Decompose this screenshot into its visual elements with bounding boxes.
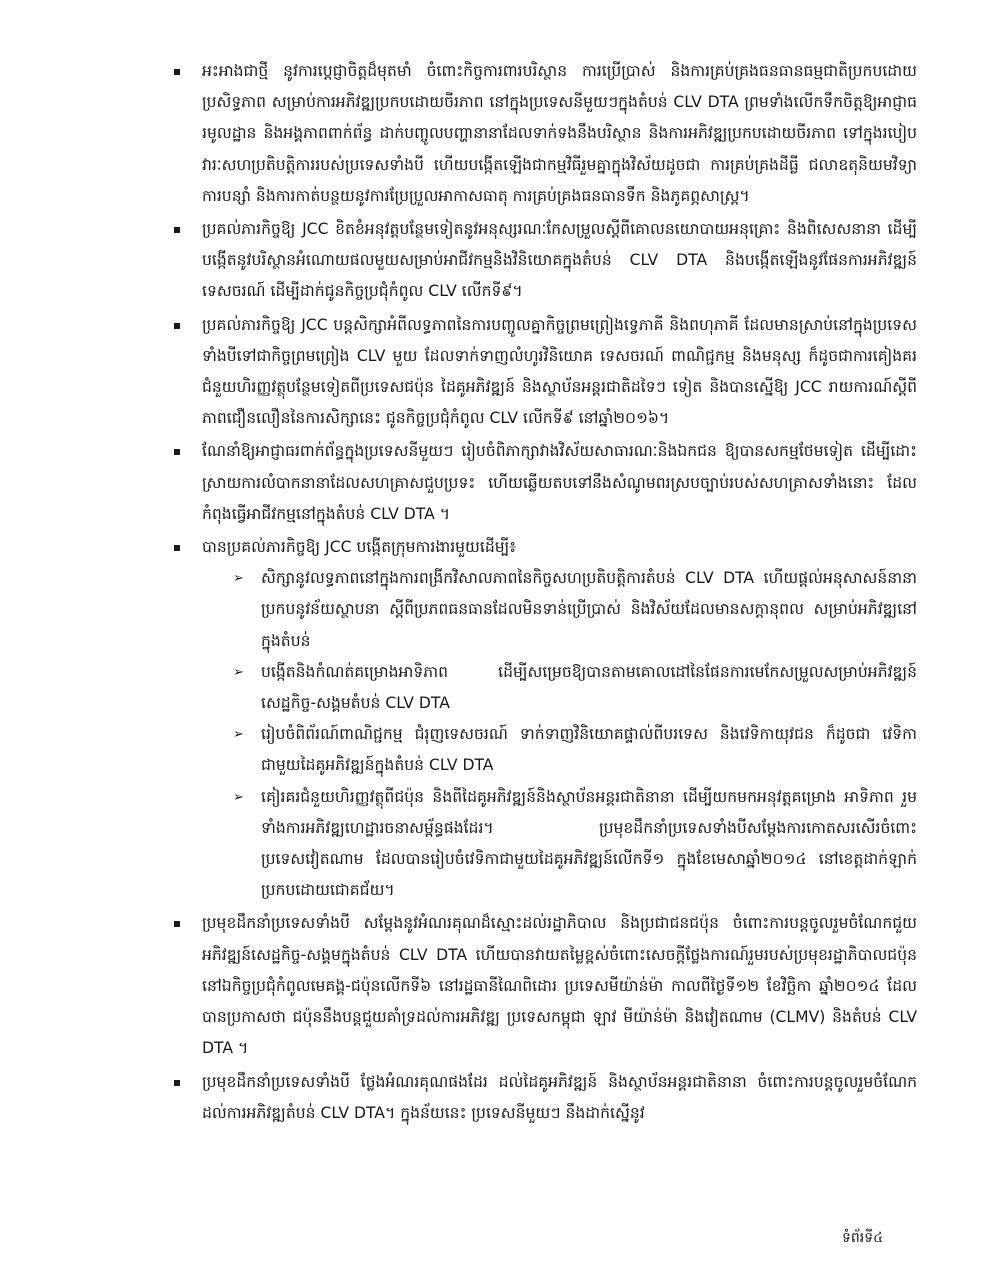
square-bullet-icon xyxy=(174,323,180,329)
sub-paragraph-text: បង្កើតនិងកំណត់គម្រោងអាទិភាព ដើម្បីសម្រេចឱ្យបានតាមគោលដៅនៃផែនការមេកែសម្រួលសម្រាប់អភិវឌ្ឍន៍សេដ្ឋកិច្ច-សង្គមតំបន់ CLV DTA xyxy=(261,662,917,713)
paragraph-text: ប្រមុខដឹកនាំប្រទេសទាំងបី សម្តែងនូវអំណរគុណដ៏ស្មោះដល់រដ្ឋាភិបាល និងប្រជាជនជប៉ុន ចំពោះការបន្តចូលរួមចំណែកជួយអភិវឌ្ឍន៍សេដ្ឋកិច្ច-សង្គមក្នុងតំបន់ CLV DTA ហើយបានវាយតម្លៃខ្ពស់ចំពោះសេចក្តីថ្លែងការណ៍រួមរបស់ប្រមុខរដ្ឋាភិបាលជប៉ុននៅឯកិច្ចប្រជុំកំពូលមេគង្គ-ជប៉ុនលើកទី៦ នៅរដ្ឋធានីណៃពិដោរ ប្រទេសមីយ៉ាន់ម៉ា កាលពីថ្ងៃទី១២ ខែវិច្ឆិកា ឆ្នាំ២០១៤ ដែលបានប្រកាសថា ជប៉ុននឹងបន្តជួយគាំទ្រដល់ការអភិវឌ្ឍ ប្រទេសកម្ពុជា ឡាវ មីយ៉ាន់ម៉ា និងវៀតណាម (CLMV) និងតំបន់ CLV DTA ។ xyxy=(202,914,917,1058)
page-number: ទំព័រទី៤ xyxy=(842,1230,884,1246)
arrow-bullet-icon: ➢ xyxy=(233,571,244,587)
list-item xyxy=(172,1067,917,1129)
sub-paragraph-text: សិក្សានូវលទ្ធភាពនៅក្នុងការពង្រីកវិសាលភាពនៃកិច្ចសហប្រតិបត្តិការតំបន់ CLV DTA ហើយផ្តល់អនុសាសន៍នានាប្រកបនូវន័យស្ថាបនា ស្តីពីប្រភពធនធានដែលមិនទាន់ប្រើប្រាស់ និងវិស័យដែលមានសក្តានុពល សម្រាប់អភិវឌ្ឍនៅក្នុងតំបន់ xyxy=(261,569,917,650)
square-bullet-icon xyxy=(174,1080,180,1086)
arrow-bullet-icon: ➢ xyxy=(233,727,244,743)
arrow-bullet-icon: ➢ xyxy=(233,789,244,805)
square-bullet-icon xyxy=(174,449,180,455)
list-item xyxy=(172,56,917,212)
paragraph-text: បានប្រគល់ភារកិច្ចឱ្យ JCC បង្កើតក្រុមការងារមួយដើម្បី៖ xyxy=(202,538,517,557)
list-item xyxy=(172,310,917,435)
arrow-bullet-icon: ➢ xyxy=(233,664,244,680)
square-bullet-icon xyxy=(174,545,180,551)
paragraph-text: ប្រគល់ភារកិច្ចឱ្យ JCC បន្តសិក្សាអំពីលទ្ធភាពនៃការបញ្ចូលគ្នាកិច្ចព្រមព្រៀងទ្វេភាគី និងពហុភាគី ដែលមានស្រាប់នៅក្នុងប្រទេសទាំងបីទៅជាកិច្ចព្រមព្រៀង CLV មួយ ដែលទាក់ទាញលំហូរវិនិយោគ ទេសចរណ៍ ពាណិជ្ជកម្ម និងមនុស្ស ក៏ដូចជាការគៀងគរជំនួយហិរញ្ញវត្ថុបន្ថែមទៀតពីប្រទេសជប៉ុន ដៃគូអភិវឌ្ឍន៍ និងស្ថាប័នអន្តរជាតិដទៃៗ ទៀត និងបានស្នើឱ្យ JCC រាយការណ៍ស្តីពីភាពជឿនលឿននៃការសិក្សានេះ ជូនកិច្ចប្រជុំកំពូល CLV លើកទី៩ នៅឆ្នាំ២០១៦។ xyxy=(202,315,917,428)
bullet-list xyxy=(172,56,917,1131)
list-item xyxy=(172,214,917,308)
square-bullet-icon xyxy=(174,227,180,233)
list-item xyxy=(172,908,917,1064)
sub-list-item xyxy=(229,563,917,657)
paragraph-text: ប្រគល់ភារកិច្ចឱ្យ JCC ខិតខំអនុវត្តបន្ថែមទៀតនូវអនុស្សរណៈកែសម្រួលស្តីពីគោលនយោបាយអនុគ្រោះ និងពិសេសនានា ដើម្បីបង្កើតនូវបរិស្ថានអំណោយផលមួយសម្រាប់អាជីវកម្មនិងវិនិយោគក្នុងតំបន់ CLV DTA និងបង្កើតឡើងនូវផែនការអភិវឌ្ឍន៍ទេសចរណ៍ ដើម្បីដាក់ជូនកិច្ចប្រជុំកំពូល CLV លើកទី៩។ xyxy=(202,220,917,301)
arrow-sublist xyxy=(202,563,917,906)
square-bullet-icon xyxy=(174,69,180,75)
sub-paragraph-text: គៀរគរជំនួយហិរញ្ញវត្ថុពីជប៉ុន និងពីដៃគូអភិវឌ្ឍន៍និងស្ថាប័នអន្តរជាតិនានា ដើម្បីយកមកអនុវត្តគម្រោង អាទិភាព រួមទាំងការអភិវឌ្ឍហេដ្ឋារចនាសម្ព័ន្ធផងដែរ។ ប្រមុខដឹកនាំប្រទេសទាំងបីសម្តែងការកោតសរសើរចំពោះប្រទេសវៀតណាម ដែលបានរៀបចំវេទិកាជាមួយដៃគូអភិវឌ្ឍន៍លើកទី១ ក្នុងខែមេសាឆ្នាំ២០១៤ នៅខេត្តដាក់ឡាក់ប្រកបដោយជោគជ័យ។ xyxy=(261,787,917,900)
sub-list-item xyxy=(229,657,917,719)
list-item xyxy=(172,436,917,530)
square-bullet-icon xyxy=(174,921,180,927)
paragraph-text: ណែនាំឱ្យអាជ្ញាធរពាក់ព័ន្ធក្នុងប្រទេសនីមួយៗ រៀបចំពិភាក្សាវាងវិស័យសាធារណៈនិងឯកជន ឱ្យបានសកម្មថែមទៀត ដើម្បីដោះស្រាយការលំបាកនានាដែលសហគ្រាសជួបប្រទះ ហើយឆ្លើយតបទៅនឹងសំណូមពរស្របច្បាប់របស់សហគ្រាសទាំងនោះ ដែលកំពុងធ្វើអាជីវកម្មនៅក្នុងតំបន់ CLV DTA ។ xyxy=(202,442,917,523)
sub-paragraph-text: រៀបចំពិព័រណ៍ពាណិជ្ជកម្ម ជំរុញទេសចរណ៍ ទាក់ទាញវិនិយោគផ្ទាល់ពីបរទេស និងវេទិកាយុវជន ក៏ដូចជា វេទិកាជាមួយដៃគូអភិវឌ្ឍន៍ក្នុងតំបន់ CLV DTA xyxy=(261,725,917,775)
paragraph-text: ប្រមុខដឹកនាំប្រទេសទាំងបី ថ្លែងអំណរគុណផងដែរ ដល់ដៃគូអភិវឌ្ឍន៍ និងស្ថាប័នអន្តរជាតិនានា ចំពោះការបន្តចូលរួមចំណែកដល់ការអភិវឌ្ឍតំបន់ CLV DTA។ ក្នុងន័យនេះ ប្រទេសនីមួយៗ នឹងដាក់ស្នើនូវ xyxy=(202,1072,917,1122)
paragraph-text: អះអាងជាថ្មី នូវការប្តេជ្ញាចិត្តដ៏មុតមាំ ចំពោះកិច្ចការពារបរិស្ថាន ការប្រើប្រាស់ និងការគ្រប់គ្រងធនធានធម្មជាតិប្រកបដោយប្រសិទ្ធភាព សម្រាប់ការអភិវឌ្ឍប្រកបដោយចីរភាព នៅក្នុងប្រទេសនីមួយៗក្នុងតំបន់ CLV DTA ព្រមទាំងលើកទឹកចិត្តឱ្យអាជ្ញាធរមូលដ្ឋាន និងអង្គភាពពាក់ព័ន្ធ ដាក់បញ្ចូលបញ្ហានានាដែលទាក់ទងនឹងបរិស្ថាន និងការអភិវឌ្ឍប្រកបដោយចីរភាព ទៅក្នុងរបៀបវារៈសហប្រតិបត្តិការរបស់ប្រទេសទាំងបី ហើយបង្កើតឡើងជាកម្មវិធីរួមគ្នាក្នុងវិស័យដូចជា ការគ្រប់គ្រងដីធ្លី ជលាឧតុនិយមវិទ្យា ការបន្សាំ និងការកាត់បន្ថយនូវការប្រែប្រួលអាកាសធាតុ ការគ្រប់គ្រងធនធានទឹក និងភូគព្ភសាស្ត្រ។ xyxy=(202,62,917,205)
list-item xyxy=(172,532,917,906)
sub-list-item xyxy=(229,782,917,907)
sub-list-item xyxy=(229,719,917,781)
